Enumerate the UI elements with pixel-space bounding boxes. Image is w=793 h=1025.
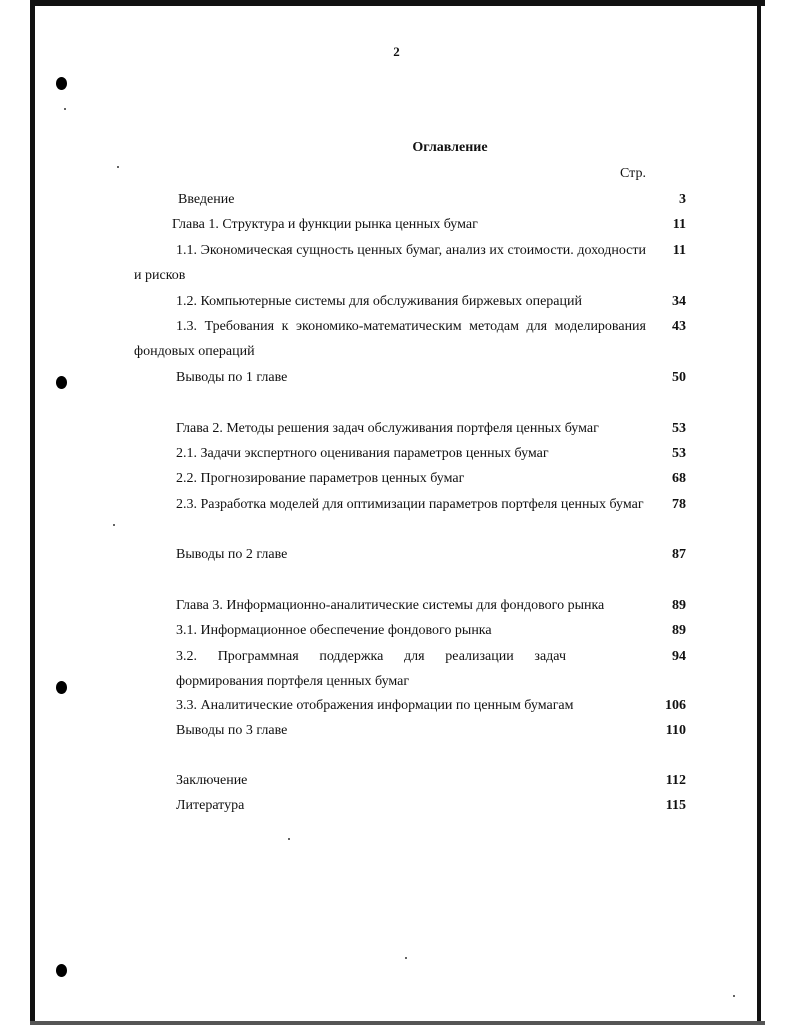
toc-entry-page: 50 [672,370,686,385]
toc-entry [134,542,686,567]
toc-entry-text: 1.3. Требования к экономико-математическим методам для моделирования фондовых операций [134,319,646,359]
toc-entry [134,644,686,694]
toc-entry-text: Глава 1. Структура и функции рынка ценных бумаг [172,217,478,232]
toc-entry-page: 89 [672,623,686,638]
toc-entry-text: Глава 3. Информационно-аналитические системы для фондового рынка [176,598,605,613]
toc-entry-text: Выводы по 1 главе [176,370,288,385]
toc-entry-text: Введение [178,192,235,207]
toc-entry [134,238,686,288]
scan-speck [113,524,115,526]
toc-entry-text: 2.2. Прогнозирование параметров ценных бумаг [176,471,465,486]
toc-entry-text: Литература [176,798,245,813]
toc-entry-text: Выводы по 3 главе [176,723,288,738]
toc-entry-page: 110 [665,723,686,738]
scan-border-top [30,0,765,6]
toc-entry-text: Выводы по 2 главе [176,547,288,562]
toc-entry-page: 11 [672,243,686,258]
toc-entry-text: 3.3. Аналитические отображения информации по ценным бумагам [176,698,574,713]
toc-entry [134,365,686,390]
toc-entry-text: 2.3. Разработка моделей для оптимизации параметров портфеля ценных бумаг [176,497,644,512]
punch-hole [56,376,67,389]
toc-entry [134,314,686,364]
toc-entry-page: 43 [672,319,686,334]
toc-entry-text: 3.1. Информационное обеспечение фондового рынка [176,623,492,638]
toc-entry-page: 68 [672,471,686,486]
toc-entry-text: 1.2. Компьютерные системы для обслуживания биржевых операций [176,294,582,309]
toc-entry-page: 53 [672,421,686,436]
toc-entry [134,212,686,237]
toc-entry-page: 89 [672,598,686,613]
toc-entry [134,693,686,718]
toc-entry-page: 53 [672,446,686,461]
toc-entry [134,793,686,818]
scan-border-right [757,0,761,1025]
toc-entry-text: 3.2. Программная поддержка для реализации задач формирования портфеля ценных бумаг [176,649,566,689]
toc-entry-text: 1.1. Экономическая сущность ценных бумаг, анализ их стоимости. доходности и рисков [134,243,646,283]
punch-hole [56,77,67,90]
toc-entry [134,441,686,466]
toc-entry-page: 3 [679,192,686,207]
toc-entry-page: 106 [665,698,686,713]
scan-border-bottom [30,1021,765,1025]
scan-border-left [30,0,35,1025]
scan-speck [288,838,290,840]
page-column-label: Стр. [620,166,646,181]
scan-speck [117,166,119,168]
punch-hole [56,681,67,694]
toc-entry [134,187,686,212]
toc-entry [134,466,686,491]
toc-entry-page: 34 [672,294,686,309]
toc-entry [134,718,686,743]
toc-entry-page: 112 [665,773,686,788]
toc-entry-page: 94 [672,649,686,664]
toc-title: Оглавление [412,140,488,155]
toc-entry-page: 11 [672,217,686,232]
scan-speck [733,995,735,997]
toc-entry [134,618,686,643]
toc-entry [134,416,686,441]
toc-entry [134,768,686,793]
toc-entry-text: Глава 2. Методы решения задач обслуживания портфеля ценных бумаг [176,421,599,436]
toc-entry-page: 87 [672,547,686,562]
punch-hole [56,964,67,977]
toc-entry [134,492,686,517]
toc-entry-text: 2.1. Задачи экспертного оценивания параметров ценных бумаг [176,446,549,461]
toc-entry-text: Заключение [176,773,248,788]
toc-entry-page: 78 [672,497,686,512]
toc-entry [134,289,686,314]
toc-entry-page: 115 [665,798,686,813]
toc-entry [134,593,686,618]
page-number: 2 [393,44,400,59]
scan-speck [64,108,66,110]
scan-speck [405,957,407,959]
